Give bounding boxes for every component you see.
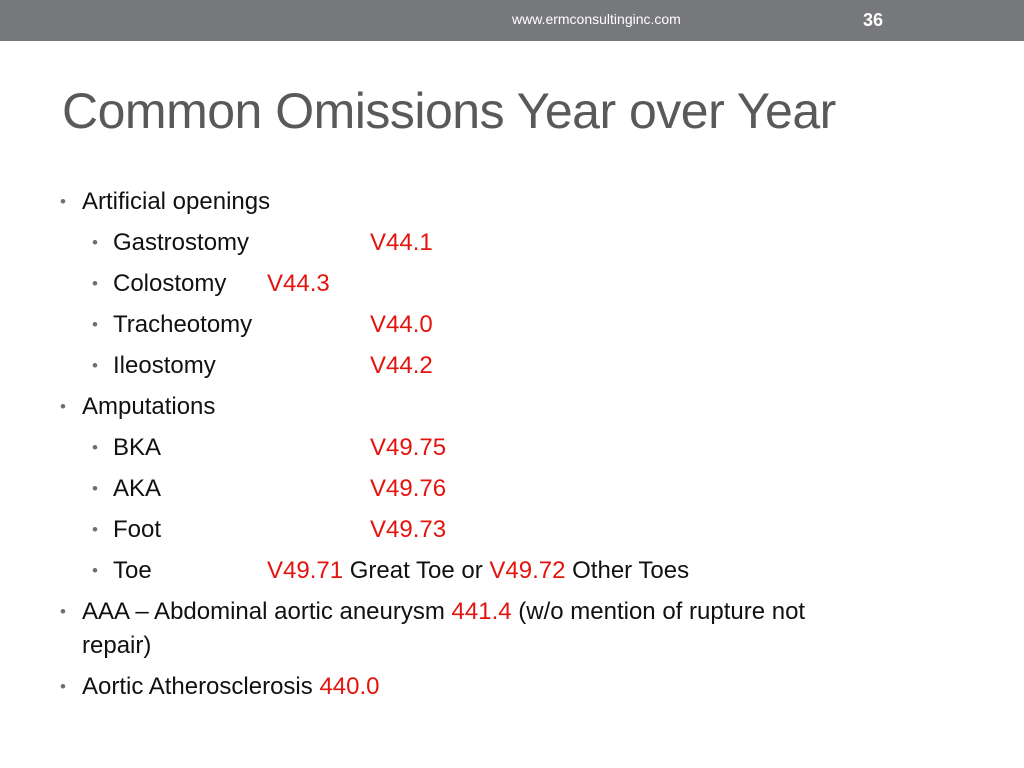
colostomy-code: V44.3 xyxy=(267,270,330,297)
colostomy-label: Colostomy xyxy=(113,270,227,297)
ileostomy-code: V44.2 xyxy=(370,352,433,379)
toe-text-great: Great Toe or xyxy=(349,557,483,584)
bullet-dot: • xyxy=(92,274,98,293)
bullet-dot: • xyxy=(92,356,98,375)
aortic-text: Aortic Atherosclerosis xyxy=(82,673,313,700)
aortic-code: 440.0 xyxy=(319,673,380,700)
aaa-code: 441.4 xyxy=(451,598,512,625)
aka-code: V49.76 xyxy=(370,475,447,502)
bullet-dot: • xyxy=(92,561,98,580)
tracheotomy-label: Tracheotomy xyxy=(113,311,253,338)
slide-number: 36 xyxy=(863,10,884,30)
toe-code-great: V49.71 xyxy=(267,557,344,584)
bullet-dot: • xyxy=(60,397,66,416)
gastrostomy-label: Gastrostomy xyxy=(113,229,250,256)
toe-label: Toe xyxy=(113,557,152,584)
bullet-artificial-openings: Artificial openings xyxy=(82,188,271,215)
toe-code-other: V49.72 xyxy=(489,557,566,584)
ileostomy-label: Ileostomy xyxy=(113,352,216,379)
aaa-note-continued: repair) xyxy=(82,632,152,659)
bullet-dot: • xyxy=(92,520,98,539)
bullet-amputations: Amputations xyxy=(82,393,216,420)
bullet-dot: • xyxy=(60,192,66,211)
aka-label: AKA xyxy=(113,475,162,502)
aortic-line xyxy=(82,673,380,701)
aaa-line xyxy=(82,598,805,626)
top-bar xyxy=(0,0,1024,41)
gastrostomy-code: V44.1 xyxy=(370,229,433,256)
bullet-dot: • xyxy=(60,677,66,696)
tracheotomy-code: V44.0 xyxy=(370,311,433,338)
aaa-note: (w/o mention of rupture not xyxy=(518,598,806,625)
foot-code: V49.73 xyxy=(370,516,447,543)
slide-title: Common Omissions Year over Year xyxy=(62,83,836,139)
bullet-dot: • xyxy=(92,315,98,334)
bullet-dot: • xyxy=(92,438,98,457)
toe-text-other: Other Toes xyxy=(572,557,690,584)
aaa-text: AAA – Abdominal aortic aneurysm xyxy=(82,598,445,625)
bullet-dot: • xyxy=(92,479,98,498)
bka-label: BKA xyxy=(113,434,162,461)
toe-detail xyxy=(267,557,689,585)
bullet-dot: • xyxy=(92,233,98,252)
bullet-dot: • xyxy=(60,602,66,621)
bka-code: V49.75 xyxy=(370,434,447,461)
foot-label: Foot xyxy=(113,516,162,543)
site-url: www.ermconsultinginc.com xyxy=(512,11,681,27)
